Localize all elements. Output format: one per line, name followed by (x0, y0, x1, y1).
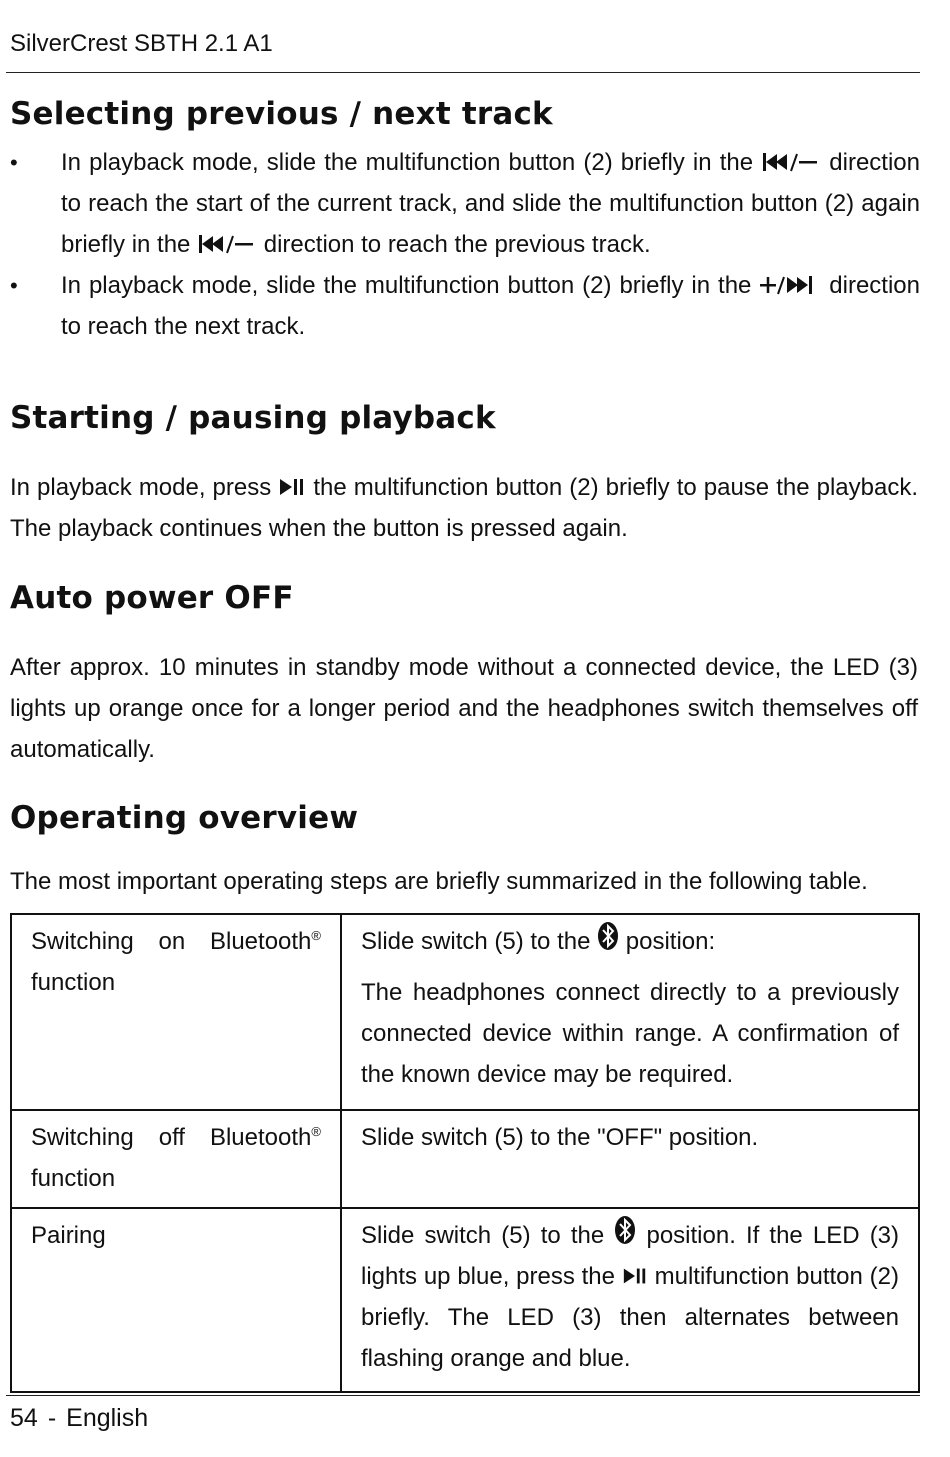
play-pause-icon (622, 1265, 648, 1287)
bluetooth-icon (614, 1215, 636, 1245)
bullet-text: In playback mode, slide the multifunction button (2) briefly in the (61, 272, 752, 299)
table-row (11, 1208, 919, 1392)
table-row (11, 1110, 919, 1208)
play-pause-icon (278, 476, 306, 498)
bullet-text: In playback mode, slide the multifunction button (2) briefly in the (61, 149, 754, 176)
label-word (210, 1117, 321, 1158)
paragraph-text: the multifunction button (2) briefly to pause the playback. The playback continues when the button is pressed again. (10, 474, 918, 542)
label-word: on (158, 928, 186, 955)
header-rule (6, 72, 920, 73)
description-text: position. If the LED (3) lights up blue, press the (361, 1222, 900, 1290)
description-line (361, 921, 899, 962)
label-brand: Bluetooth (209, 928, 312, 955)
footer-rule (6, 1395, 920, 1396)
plus-next-icon (759, 274, 821, 296)
table-cell-description (341, 914, 919, 1110)
prev-minus-icon (761, 151, 821, 173)
label-word (210, 921, 321, 962)
page-number: 54 (10, 1404, 38, 1432)
paragraph-pausing (10, 467, 918, 549)
registered-mark: ® (311, 1124, 321, 1139)
paragraph-auto-power-off: After approx. 10 minutes in standby mode without a connected device, the LED (3) lights up orange once for a longer period and the headphones switch themselves off automatically. (10, 654, 918, 763)
table-cell-description (341, 1110, 919, 1208)
bullet-text: direction to reach the previous track. (263, 231, 651, 258)
registered-mark: ® (311, 928, 321, 943)
bullet-next-track (10, 265, 920, 347)
bluetooth-icon (597, 921, 619, 951)
heading-auto-power-off: Auto power OFF (10, 580, 294, 616)
table-cell-description (341, 1208, 919, 1392)
description-text: multifunction button (2) briefly. The LED (3) then alternates between flashing orange and blue. (361, 1263, 899, 1372)
label-word: Switching (31, 928, 134, 955)
paragraph-overview-intro: The most important operating steps are briefly summarized in the following table. (10, 868, 868, 895)
footer-language: English (66, 1404, 149, 1432)
table-cell-label (11, 914, 341, 1110)
prev-minus-icon (197, 233, 257, 255)
description-text: The headphones connect directly to a previously connected device within range. A confirmation of the known device may be required. (361, 979, 899, 1088)
bullet-previous-track (10, 142, 920, 265)
table-cell-label (11, 1110, 341, 1208)
label-line: function (31, 1165, 116, 1192)
description-text: Slide switch (5) to the (361, 928, 591, 955)
bullet-text: direction to reach the next track. (61, 272, 920, 340)
label-word: off (158, 1124, 185, 1151)
label-line (31, 921, 321, 962)
label-line (31, 1117, 321, 1158)
description-text: Slide switch (5) to the (361, 1222, 605, 1249)
table-row (11, 914, 919, 1110)
heading-selecting-track: Selecting previous / next track (10, 96, 553, 132)
track-bullet-list (10, 142, 920, 347)
label-brand: Bluetooth (209, 1124, 312, 1151)
page-footer (10, 1404, 148, 1433)
description-text: Slide switch (5) to the "OFF" position. (361, 1124, 759, 1151)
operating-table (10, 913, 920, 1393)
description-text: position: (625, 928, 716, 955)
heading-starting-pausing: Starting / pausing playback (10, 400, 496, 436)
table-cell-label (11, 1208, 341, 1392)
label-line: Pairing (31, 1222, 106, 1249)
label-line: function (31, 969, 116, 996)
paragraph-text: In playback mode, press (10, 474, 272, 501)
footer-separator: - (47, 1404, 57, 1432)
heading-operating-overview: Operating overview (10, 800, 359, 836)
spacer (361, 962, 899, 972)
label-word: Switching (31, 1124, 134, 1151)
bullet-text: direction to reach the start of the current track, and slide the multifunction button (2) again briefly in the (61, 149, 920, 258)
document-header: SilverCrest SBTH 2.1 A1 (10, 30, 273, 57)
